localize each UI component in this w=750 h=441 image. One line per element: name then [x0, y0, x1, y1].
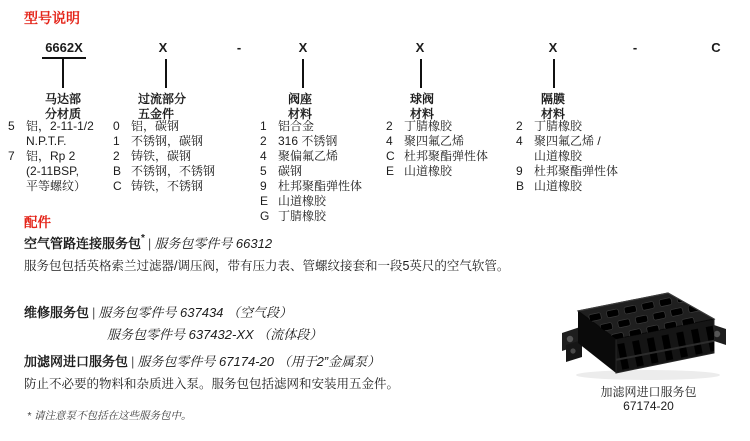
list-item: B 山道橡胶 [516, 179, 583, 193]
accessory-part-number: 服务包零件号 637434 （空气段） [98, 305, 293, 320]
accessory-name: 维修服务包 [24, 305, 90, 320]
list-item: 5 碳钢 [260, 164, 303, 178]
model-segment-dash1: - [236, 40, 242, 55]
figure-caption [566, 385, 731, 413]
figure-caption-line1: 加滤网进口服务包 [600, 385, 697, 399]
leader-line-5 [553, 59, 555, 88]
option-list-ball [386, 119, 488, 179]
list-item: 0 铝，碳钢 [113, 119, 180, 133]
leader-line-1 [62, 59, 64, 88]
accessory-part-number: 服务包零件号 66312 [154, 236, 273, 251]
model-segment-seat: X [298, 40, 308, 55]
page-title: 型号说明 [24, 10, 80, 26]
accessory-part-number: 服务包零件号 67174-20 （用于2”金属泵） [137, 354, 381, 369]
column-header-seat: 阀座 材料 [288, 92, 313, 121]
list-item: C 铸铁，不锈钢 [113, 179, 204, 193]
strainer-kit-image [556, 283, 731, 388]
option-list-seat [260, 119, 362, 224]
list-item: 4 聚偏氟乙烯 [260, 149, 339, 163]
model-segment-hardware: X [158, 40, 168, 55]
list-item: 2 316 不锈钢 [260, 134, 338, 148]
accessory-airline-kit [24, 233, 272, 252]
separator: | [131, 354, 135, 369]
list-item: 2 丁腈橡胶 [386, 119, 453, 133]
list-item: 山道橡胶 [534, 149, 583, 163]
list-item: (2-11BSP, [26, 164, 79, 178]
accessory-name: 空气管路连接服务包 [24, 236, 142, 251]
accessory-description: 服务包包括英格索兰过滤器/调压阀，带有压力表、管螺纹接套和一段5英尺的空气软管。 [24, 259, 510, 273]
accessory-description: 防止不必要的物料和杂质进入泵。服务包包括滤网和安装用五金件。 [24, 377, 400, 391]
model-segment-diaphragm: X [548, 40, 558, 55]
column-header-wetted: 过流部分 五金件 [138, 92, 187, 121]
list-item: 1 铝合金 [260, 119, 315, 133]
accessory-name: 加滤网进口服务包 [24, 354, 129, 369]
model-segment-ball: X [415, 40, 425, 55]
strainer-box-illustration [556, 283, 731, 383]
column-header-diaphragm: 隔膜 材料 [541, 92, 566, 121]
option-list-motor [8, 119, 94, 194]
option-list-diaphragm [516, 119, 618, 194]
list-item: 平等螺纹） [26, 179, 87, 193]
figure-caption-line2: 67174-20 [623, 399, 674, 413]
accessory-strainer-kit [24, 351, 380, 370]
list-item: 1 不锈钢，碳钢 [113, 134, 204, 148]
list-item: B 不锈钢，不锈钢 [113, 164, 216, 178]
list-item: E 山道橡胶 [260, 194, 327, 208]
footnote-marker: * [141, 233, 145, 244]
list-item: 5 铝，2-11-1/2 [8, 119, 94, 133]
accessories-title: 配件 [24, 215, 51, 230]
model-segment-suffix: C [711, 40, 721, 55]
model-segment-dash2: - [632, 40, 638, 55]
list-item: 4 聚四氟乙烯 / [516, 134, 601, 148]
list-item: 2 丁腈橡胶 [516, 119, 583, 133]
list-item: C 杜邦聚酯弹性体 [386, 149, 489, 163]
list-item: 9 杜邦聚酯弹性体 [516, 164, 619, 178]
leader-line-4 [420, 59, 422, 88]
leader-line-2 [165, 59, 167, 88]
column-header-ball: 球阀 材料 [410, 92, 435, 121]
leader-tbar [42, 57, 86, 59]
accessory-service-kit [24, 302, 292, 321]
separator: | [147, 236, 152, 251]
list-item: G 丁腈橡胶 [260, 209, 327, 223]
separator: | [92, 305, 96, 320]
accessory-part-number-2: 服务包零件号 637432-XX （流体段） [107, 327, 323, 342]
list-item: 2 铸铁，碳钢 [113, 149, 192, 163]
leader-line-3 [302, 59, 304, 88]
column-header-motor: 马达部 分材质 [45, 92, 82, 121]
model-segment-base: 6662X [45, 40, 83, 55]
option-list-wetted [113, 119, 215, 194]
list-item: 4 聚四氟乙烯 [386, 134, 465, 148]
list-item: N.P.T.F. [26, 134, 67, 148]
footnote: * 请注意泵不包括在这些服务包中。 [27, 410, 192, 422]
list-item: 7 铝，Rp 2 [8, 149, 76, 163]
list-item: 9 杜邦聚酯弹性体 [260, 179, 363, 193]
list-item: E 山道橡胶 [386, 164, 453, 178]
